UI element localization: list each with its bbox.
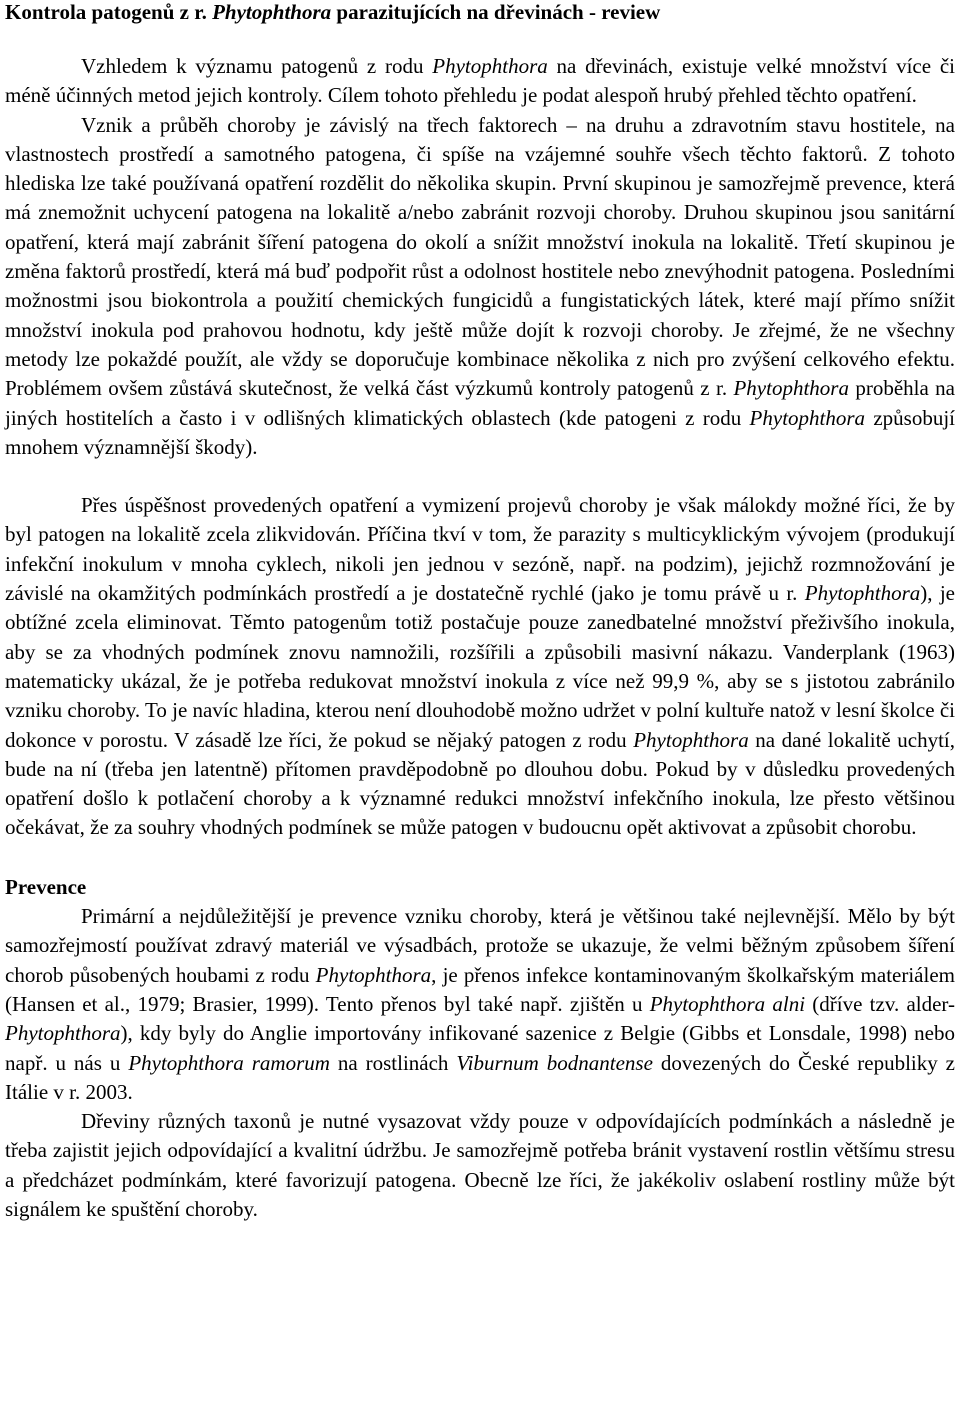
- text-run: ), je obtížné zcela eliminovat. Těmto patogenům totiž postačuje pouze zanedbatelné množství přeživšího inokula, aby se za vhodných podmínek znovu namnožili, rozšířili a způsobili masivní nákazu. Vanderplank (1963) matematicky ukázal, že je potřeba redukovat množství inokula z více než 99,9 %, aby se s jistotou zabránilo vzniku choroby. To je navíc hladina, kterou není dlouhodobě možno udržet v polní kultuře natož v lesní školce či dokonce v porostu. V zásadě lze říci, že pokud se nějaký patogen z rodu: [5, 581, 955, 752]
- italic-genus-name: Phytophthora: [749, 405, 866, 430]
- paragraph-prevence-1: [5, 902, 955, 1107]
- section-gap: [5, 843, 955, 873]
- italic-genus-name: Phytophthora: [5, 1021, 121, 1046]
- text-run: ), kdy byly do Anglie importovány infikované sazenice z Belgie (Gibbs et Lonsdale, 1998) nebo např. u nás u: [5, 1021, 955, 1075]
- text-run: proběhla na jiných hostitelích a často i v odlišných klimatických oblastech (kde patogeni z rodu: [5, 376, 956, 430]
- text-run: Primární a nejdůležitější je prevence vzniku choroby, která je většinou také nejlevnější. Mělo by být samozřejmostí používat zdravý materiál ve výsadbách, protože se ukazuje, že velmi běžným způsobem šíření chorob působených houbami z rodu: [5, 904, 955, 987]
- text-run: Vzhledem k významu patogenů z rodu: [81, 54, 433, 78]
- document-title: [5, 0, 955, 24]
- paragraph-intro: [5, 52, 955, 111]
- title-suffix: parazitujících na dřevinách - review: [331, 0, 661, 24]
- text-run: dovezených do České republiky z Itálie v r. 2003.: [5, 1050, 955, 1104]
- italic-genus-name: Phytophthora: [432, 54, 548, 78]
- section-heading-prevence: Prevence: [5, 874, 87, 899]
- text-run: Dřeviny různých taxonů je nutné vysazovat vždy pouze v odpovídajících podmínkách a následně je třeba zajistit jejich odpovídající a kvalitní údržbu. Je samozřejmě potřeba bránit vystavení rostlin většímu stresu a předcházet podmínkám, které favorizují patogena. Obecně lze říci, že jakékoliv oslabení rostliny může být signálem ke spuštění choroby.: [5, 1109, 955, 1221]
- paragraph-gap: [5, 462, 955, 491]
- italic-genus-name: Phytophthora alni: [649, 991, 806, 1016]
- text-run: (dříve tzv. alder-: [805, 991, 955, 1016]
- document: [5, 0, 955, 1224]
- italic-genus-name: Viburnum bodnantense: [456, 1050, 653, 1075]
- text-run: Vznik a průběh choroby je závislý na třech faktorech – na druhu a zdravotním stavu hostitele, na vlastnostech prostředí a samotného patogena, či spíše na vzájemné souhře všech těchto faktorů. Z tohoto hlediska lze také používaná opatření rozdělit do několika skupin. První skupinou je samozřejmě prevence, která má znemožnit uchycení patogena na lokalitě a/nebo zabránit rozvoji choroby. Druhou skupinou jsou sanitární opatření, která mají zabránit šíření patogena do okolí a snížit množství inokula na lokalitě. Třetí skupinou je změna faktorů prostředí, která má buď podpořit růst a odolnost hostitele nebo znevýhodnit patogena. Posledními možnostmi jsou biokontrola a použití chemických fungicidů a fungistatických látek, které mají přímo snížit množství inokula pod prahovou hodnotu, kdy ještě může dojít k rozvoji choroby. Je zřejmé, že ne všechny metody lze pokaždé použít, ale vždy se doporučuje kombinace několika z nich pro zvýšení celkového efektu. Problémem ovšem zůstává skutečnost, že velká část výzkumů kontroly patogenů z r.: [5, 112, 955, 401]
- paragraph-elimination: [5, 491, 955, 843]
- text-run: způsobují mnohem významnější škody).: [5, 405, 955, 459]
- text-run: na dané lokalitě uchytí, bude na ní (třeba jen latentně) přítomen pravděpodobně po dlouhou dobu. Pokud by v důsledku provedených opatření došlo k potlačení choroby a k významné redukci množství infekčního inokula, lze přesto většinou očekávat, že za souhry vhodných podmínek se může patogen v budoucnu opět aktivovat a způsobit chorobu.: [5, 727, 955, 840]
- title-genus: Phytophthora: [212, 0, 332, 24]
- paragraph-factors: [5, 111, 955, 463]
- text-run: Přes úspěšnost provedených opatření a vymizení projevů choroby je však málokdy možné říci, že by byl patogen na lokalitě zcela zlikvidován. Příčina tkví v tom, že parazity s multicyklickým vývojem (produkují infekční inokulum v mnoha cyklech, nikoli jen jednou v sezóně, např. na podzim), jejichž rozmnožování je závislé na okamžitých podmínkách prostředí a je dostatečně rychlé (jako je tomu právě u r.: [5, 493, 955, 606]
- paragraph-prevence-2: [5, 1107, 955, 1224]
- title-prefix: Kontrola patogenů z r.: [5, 0, 213, 24]
- italic-genus-name: Phytophthora: [804, 581, 921, 606]
- italic-genus-name: Phytophthora: [733, 376, 849, 401]
- text-run: na rostlinách: [329, 1050, 457, 1075]
- italic-genus-name: Phytophthora ramorum: [128, 1050, 330, 1075]
- italic-genus-name: Phytophthora: [315, 962, 432, 987]
- text-run: na dřevinách, existuje velké množství více či méně účinných metod jejich kontroly. Cílem tohoto přehledu je podat alespoň hrubý přehled těchto opatření.: [5, 54, 955, 108]
- italic-genus-name: Phytophthora: [633, 727, 749, 752]
- text-run: , je přenos infekce kontaminovaným školkařským materiálem (Hansen et al., 1979; Brasier, 1999). Tento přenos byl také např. zjištěn u: [5, 962, 955, 1016]
